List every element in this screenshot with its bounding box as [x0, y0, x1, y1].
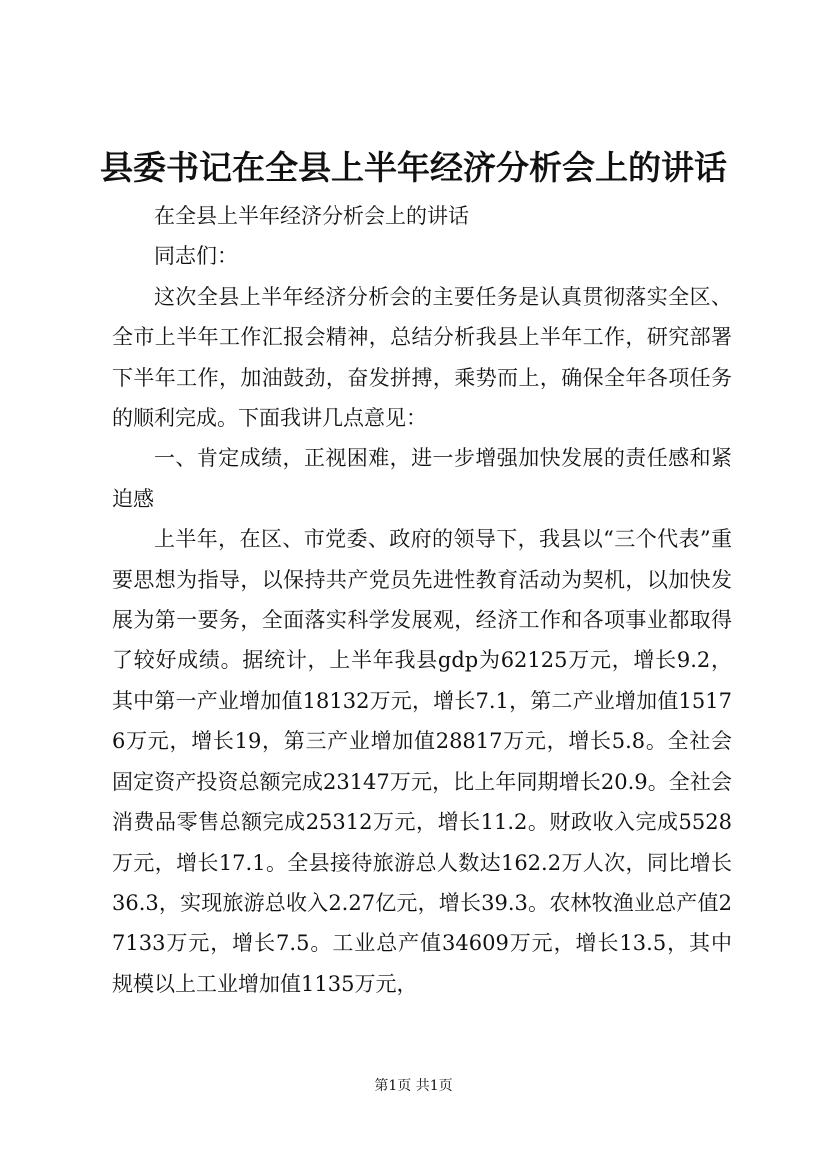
- salutation-paragraph: 同志们：: [154, 244, 238, 269]
- document-body: [112, 196, 732, 1004]
- statistics-paragraph: 上半年，在区、市党委、政府的领导下，我县以“三个代表”重要思想为指导，以保持共产党员先进性教育活动为契机，以加快发展为第一要务，全面落实科学发展观，经济工作和各项事业都取得了较好成绩。据统计，上半年我县gdp为62125万元，增长9.2，其中第一产业增加值18132万元，增长7.1，第二产业增加值15176万元，增长19，第三产业增加值28817万元，增长5.8。全社会固定资产投资总额完成23147万元，比上年同期增长20.9。全社会消费品零售总额完成25312万元，增长11.2。财政收入完成5528万元，增长17.1。全县接待旅游总人数达162.2万人次，同比增长36.3，实现旅游总收入2.27亿元，增长39.3。农林牧渔业总产值27133万元，增长7.5。工业总产值34609万元，增长13.5，其中规模以上工业增加值1135万元，: [112, 527, 732, 996]
- document-title: 县委书记在全县上半年经济分析会上的讲话: [100, 148, 727, 187]
- section-heading-paragraph: 一、肯定成绩，正视困难，进一步增强加快发展的责任感和紧迫感: [112, 446, 732, 511]
- subtitle-paragraph: 在全县上半年经济分析会上的讲话: [154, 204, 469, 228]
- intro-paragraph: 这次全县上半年经济分析会的主要任务是认真贯彻落实全区、全市上半年工作汇报会精神，总结分析我县上半年工作，研究部署下半年工作，加油鼓劲，奋发拼搏，乘势而上，确保全年各项任务的顺利完成。下面我讲几点意见：: [112, 284, 732, 431]
- page-footer: 第1页 共1页: [374, 1078, 453, 1094]
